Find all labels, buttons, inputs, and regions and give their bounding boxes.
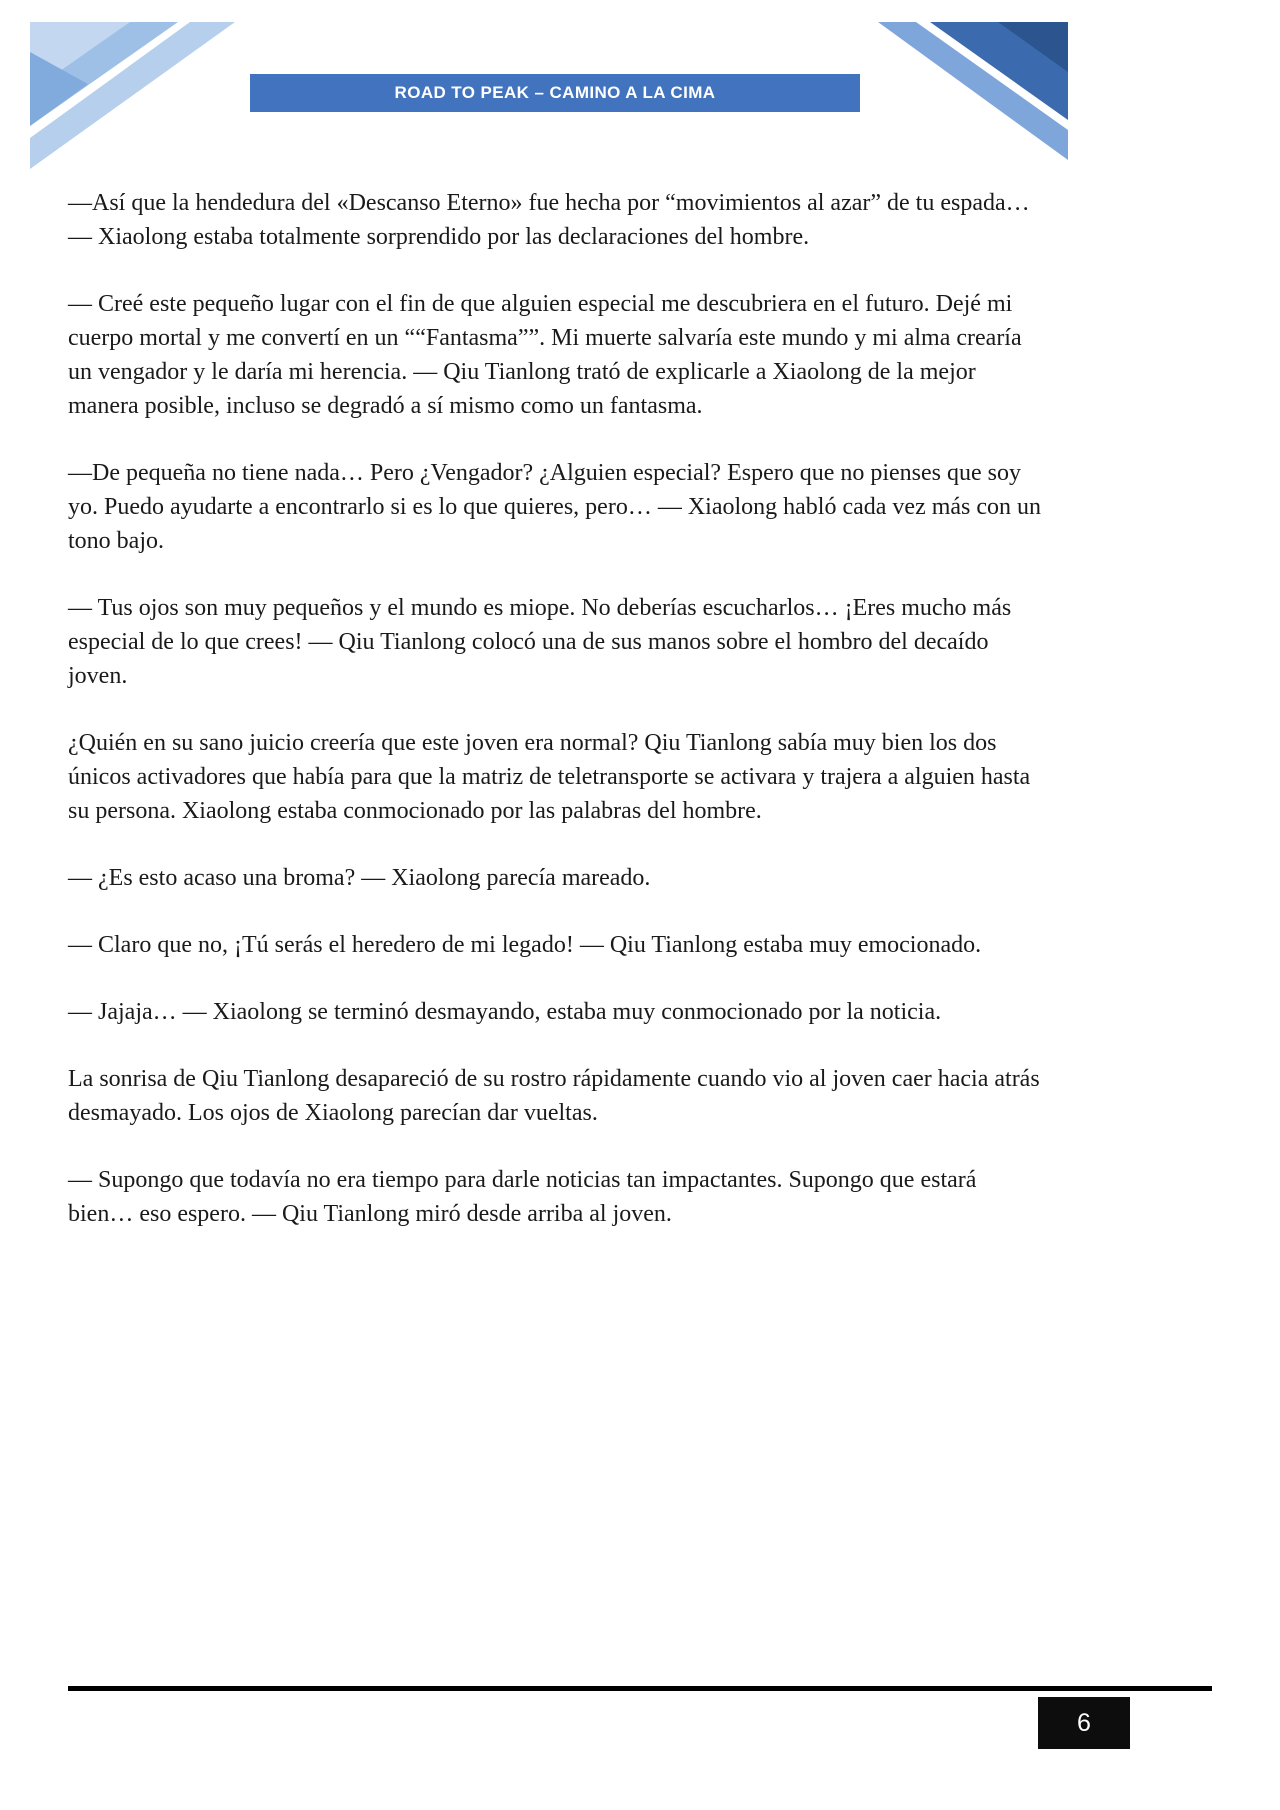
document-body <box>68 186 1045 1264</box>
paragraph: La sonrisa de Qiu Tianlong desapareció de su rostro rápidamente cuando vio al joven caer hacia atrás desmayado. Los ojos de Xiaolong parecían dar vueltas. <box>68 1066 1040 1126</box>
paragraph: — Tus ojos son muy pequeños y el mundo es miope. No deberías escucharlos… ¡Eres mucho más especial de lo que crees! — Qiu Tianlong colocó una de sus manos sobre el hombro del decaído joven. <box>68 595 1012 689</box>
paragraph: — Jajaja… — Xiaolong se terminó desmayando, estaba muy conmocionado por la noticia. <box>68 999 942 1025</box>
corner-decoration-left <box>30 22 235 174</box>
page-title: ROAD TO PEAK – CAMINO A LA CIMA <box>394 83 716 102</box>
paragraph: —De pequeña no tiene nada… Pero ¿Vengador? ¿Alguien especial? Espero que no pienses que soy yo. Puedo ayudarte a encontrarlo si es lo que quieres, pero… — Xiaolong habló cada vez más con un tono bajo. <box>68 460 1042 554</box>
paragraph: — Claro que no, ¡Tú serás el heredero de mi legado! — Qiu Tianlong estaba muy emocionado. <box>68 932 982 958</box>
header-banner <box>250 74 860 112</box>
paragraph: ¿Quién en su sano juicio creería que este joven era normal? Qiu Tianlong sabía muy bien los dos únicos activadores que había para que la matriz de teletransporte se activara y trajera a alguien hasta su persona. Xiaolong estaba conmocionado por las palabras del hombre. <box>68 730 1031 824</box>
paragraph: — Supongo que todavía no era tiempo para darle noticias tan impactantes. Supongo que estará bien… eso espero. — Qiu Tianlong miró desde arriba al joven. <box>68 1167 977 1227</box>
triangles-left-icon <box>30 22 235 169</box>
corner-decoration-right <box>878 22 1068 172</box>
page-number: 6 <box>1077 1708 1091 1737</box>
paragraph: — Creé este pequeño lugar con el fin de que alguien especial me descubriera en el futuro. Dejé mi cuerpo mortal y me convertí en un ““Fantasma””. Mi muerte salvaría este mundo y mi alma crearía un vengador y le daría mi herencia. — Qiu Tianlong trató de explicarle a Xiaolong de la mejor manera posible, incluso se degradó a sí mismo como un fantasma. <box>68 291 1022 419</box>
paragraph: — ¿Es esto acaso una broma? — Xiaolong parecía mareado. <box>68 865 651 891</box>
page-number-box <box>1038 1697 1130 1749</box>
paragraph: —Así que la hendedura del «Descanso Eterno» fue hecha por “movimientos al azar” de tu espada…— Xiaolong estaba totalmente sorprendido por las declaraciones del hombre. <box>68 190 1030 250</box>
triangles-right-icon <box>878 22 1068 167</box>
footer-divider <box>68 1686 1212 1691</box>
